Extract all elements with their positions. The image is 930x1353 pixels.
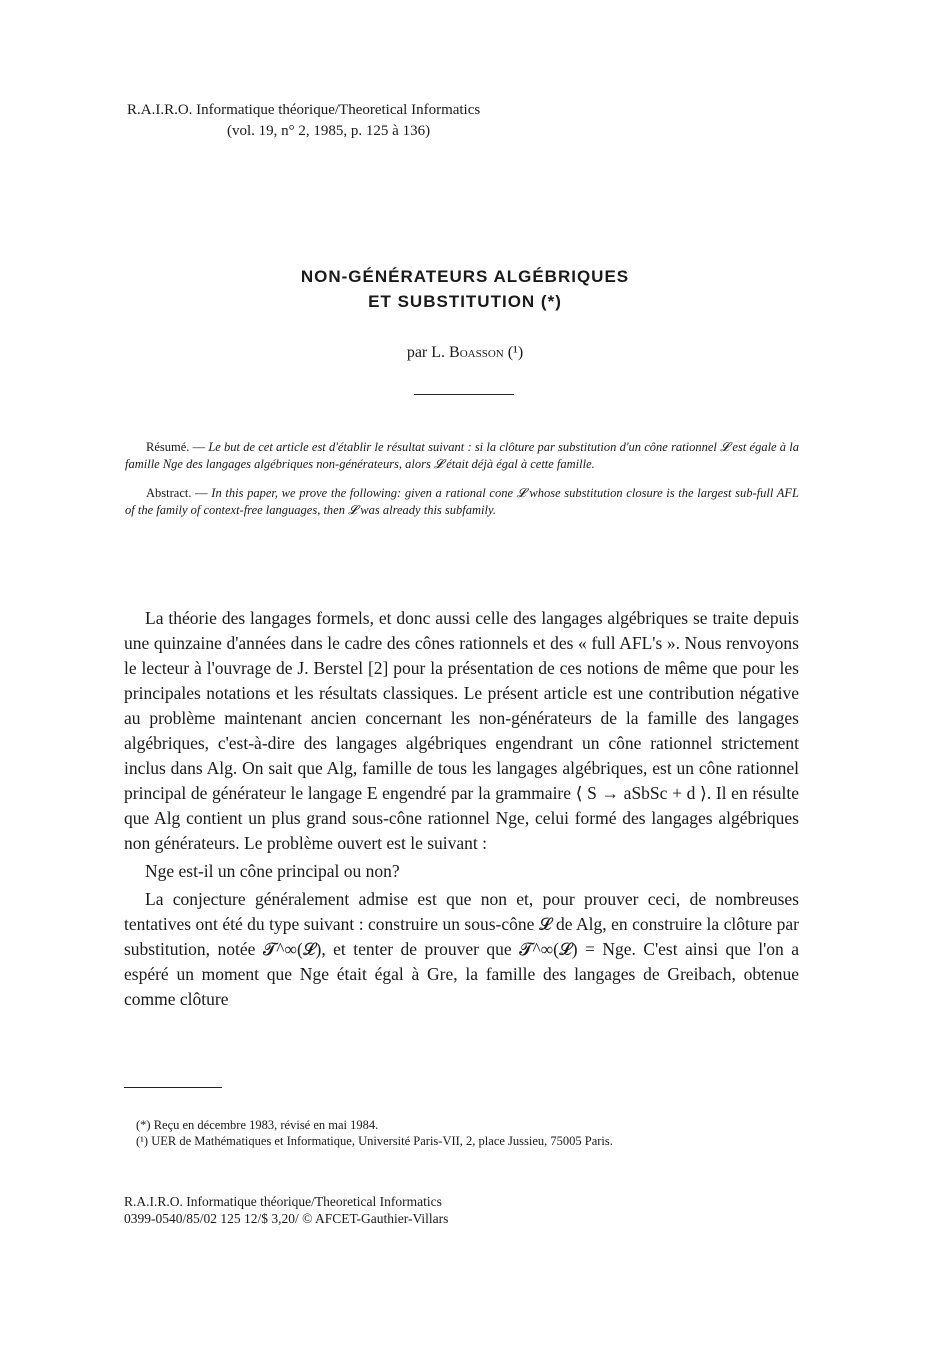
abstract-label: Abstract. — (146, 486, 212, 500)
journal-line-2: (vol. 19, n° 2, 1985, p. 125 à 136) (227, 123, 431, 139)
footnote-1: (*) Reçu en décembre 1983, révisé en mai 1984. (136, 1118, 379, 1132)
title-divider (414, 394, 514, 395)
title-line-2: ET SUBSTITUTION (*) (368, 292, 562, 311)
page-footer (124, 1193, 448, 1227)
journal-line-1: R.A.I.R.O. Informatique théorique/Theoretical Informatics (127, 102, 481, 118)
resume-label: Résumé. — (146, 440, 209, 454)
body-paragraph-1: La théorie des langages formels, et donc aussi celle des langages algébriques se traite depuis une quinzaine d'années dans le cadre des cônes rationnels et des « full AFL's ». Nous renvoyons le lecteur à l'ouvrage de J. Berstel [2] pour la présentation de ces notions de même que pour les principales notations et les résultats classiques. Le présent article est une contribution négative au problème maintenant ancien concernant les non-générateurs de la famille des langages algébriques, c'est-à-dire des langages algébriques engendrant un cône rationnel strictement inclus dans Alg. On sait que Alg, famille de tous les langages algébriques, est un cône rationnel principal de générateur le langage E engendré par la grammaire ⟨ S → aSbSc + d ⟩. Il en résulte que Alg contient un plus grand sous-cône rationnel Nge, celui formé des langages algébriques non générateurs. Le problème ouvert est le suivant : (124, 608, 799, 853)
author-prefix: par L. (406, 344, 450, 361)
author-line (0, 344, 930, 362)
footnote-2: (¹) UER de Mathématiques et Informatique, Université Paris-VII, 2, place Jussieu, 75005 Paris. (136, 1134, 613, 1148)
paper-title (0, 264, 930, 314)
footnote-divider (124, 1087, 222, 1088)
body-paragraph-2: Nge est-il un cône principal ou non? (145, 861, 400, 881)
author-name: Boasson (449, 344, 504, 361)
journal-header (127, 100, 480, 142)
resume-text: Le but de cet article est d'établir le résultat suivant : si la clôture par substitution d'un cône rationnel 𝓛 est égale à la famille Nge des langages algébriques non-générateurs, alors 𝓛 était déjà égal à cette famille. (125, 440, 799, 471)
title-line-1: NON-GÉNÉRATEURS ALGÉBRIQUES (300, 267, 630, 286)
footer-line-2: 0399-0540/85/02 125 12/$ 3,20/ © AFCET-Gauthier-Villars (124, 1211, 449, 1226)
resume-paragraph (125, 439, 799, 473)
abstract-text: In this paper, we prove the following: given a rational cone 𝓛 whose substitution closure is the largest sub-full AFL of the family of context-free languages, then 𝓛 was already this subfamily. (125, 486, 799, 517)
body-text (124, 606, 799, 1015)
abstracts-block (125, 439, 799, 531)
footnotes (136, 1117, 798, 1149)
body-paragraph-3: La conjecture généralement admise est que non et, pour prouver ceci, de nombreuses tentatives ont été du type suivant : construire un sous-cône 𝓛 de Alg, en construire la clôture par substitution, notée 𝓣^∞(𝓛), et tenter de prouver que 𝓣^∞(𝓛) = Nge. C'est ainsi que l'on a espéré un moment que Nge était égal à Gre, la famille des langages de Greibach, obtenue comme clôture (124, 889, 799, 1009)
author-note: (¹) (503, 344, 524, 361)
abstract-paragraph (125, 485, 799, 519)
footer-line-1: R.A.I.R.O. Informatique théorique/Theoretical Informatics (124, 1194, 442, 1209)
